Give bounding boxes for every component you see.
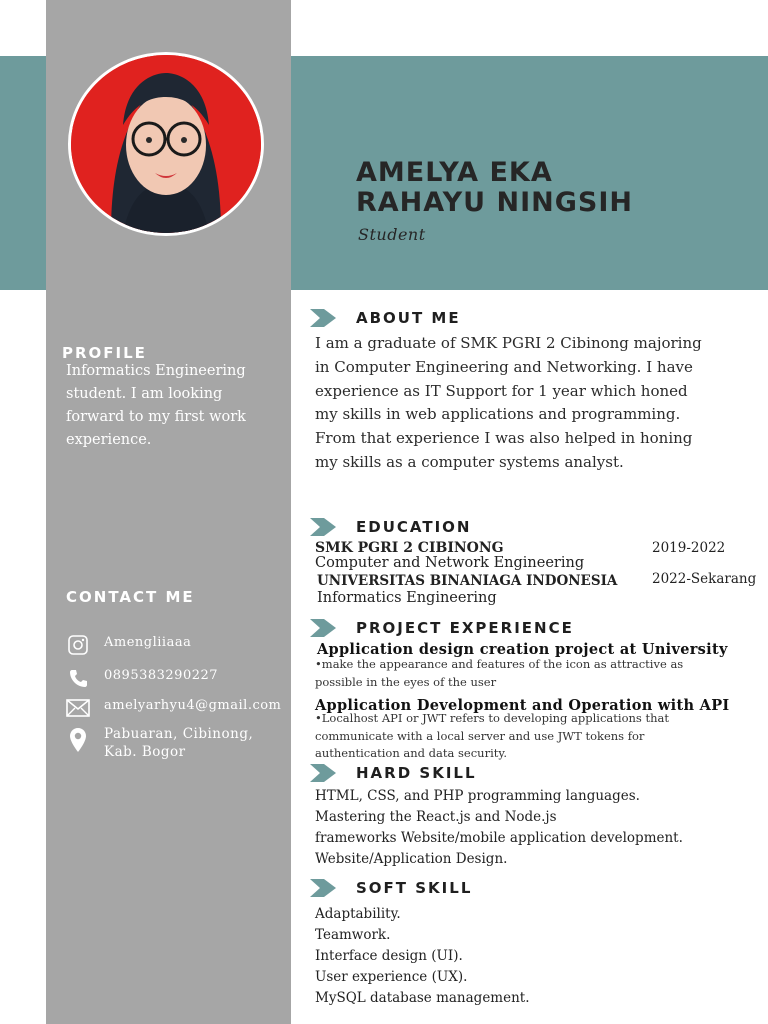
contact-address[interactable]: [62, 725, 282, 761]
list-item: Mastering the React.js and Node.js: [315, 809, 557, 825]
list-item: Website/Application Design.: [315, 851, 508, 867]
chevron-right-icon: [310, 518, 336, 536]
education-years-2: 2022-Sekarang: [652, 571, 757, 587]
list-item: frameworks Website/mobile application development.: [315, 830, 683, 846]
project-title-1: Application design creation project at University: [317, 641, 728, 658]
contact-heading: CONTACT ME: [66, 588, 195, 606]
chevron-right-icon: [310, 309, 336, 327]
soft-skill-list: [315, 904, 530, 1009]
education-major-2: Informatics Engineering: [317, 590, 497, 606]
list-item: HTML, CSS, and PHP programming languages.: [315, 788, 640, 804]
education-school-1: SMK PGRI 2 CIBINONG: [315, 540, 504, 556]
mail-icon: [62, 697, 94, 719]
contact-phone[interactable]: [62, 667, 282, 689]
about-heading: [310, 309, 461, 327]
location-pin-icon: [62, 725, 94, 755]
education-years-1: 2019-2022: [652, 540, 726, 556]
name-line-1: AMELYA EKA: [356, 157, 553, 188]
contact-phone-text: 0895383290227: [104, 668, 219, 683]
candidate-name: [356, 158, 633, 218]
education-major-1: Computer and Network Engineering: [315, 555, 585, 571]
projects-heading: [310, 619, 574, 637]
about-heading-text: ABOUT ME: [356, 309, 461, 327]
project-desc-1: •make the appearance and features of the icon as attractive as possible in the eyes of the user: [315, 657, 684, 689]
education-heading: [310, 518, 471, 536]
soft-skill-heading: [310, 879, 472, 897]
name-line-2: RAHAYU NINGSIH: [356, 187, 633, 218]
contact-instagram-text: Amengliiaaa: [104, 635, 192, 650]
contact-email-text: amelyarhyu4@gmail.com: [104, 698, 282, 713]
chevron-right-icon: [310, 619, 336, 637]
list-item: Adaptability.: [315, 906, 401, 922]
profile-heading: PROFILE: [62, 344, 147, 362]
profile-photo: [68, 52, 264, 236]
contact-instagram[interactable]: [62, 634, 282, 656]
projects-heading-text: PROJECT EXPERIENCE: [356, 619, 574, 637]
hard-skill-list: [315, 786, 683, 870]
education-school-2: UNIVERSITAS BINANIAGA INDONESIA: [317, 573, 618, 589]
phone-icon: [62, 667, 94, 689]
project-desc-2: •Localhost API or JWT refers to developing applications that communicate with a local server and use JWT tokens for authentication and data security.: [315, 711, 669, 760]
project-title-2: Application Development and Operation with API: [315, 697, 730, 714]
list-item: MySQL database management.: [315, 990, 530, 1006]
about-text: I am a graduate of SMK PGRI 2 Cibinong majoring in Computer Engineering and Networking. I have experience as IT Support for 1 year which honed my skills in web applications and programming. From that experience I was also helped in honing my skills as a computer systems analyst.: [315, 334, 702, 471]
chevron-right-icon: [310, 879, 336, 897]
list-item: Interface design (UI).: [315, 948, 463, 964]
hard-skill-heading-text: HARD SKILL: [356, 764, 477, 782]
contact-address-text: Pabuaran, Cibinong, Kab. Bogor: [104, 726, 254, 760]
contact-email[interactable]: [62, 697, 282, 719]
hard-skill-heading: [310, 764, 477, 782]
candidate-role: Student: [358, 225, 426, 244]
list-item: Teamwork.: [315, 927, 391, 943]
instagram-icon: [62, 634, 94, 656]
portrait-illustration: [71, 55, 261, 233]
education-heading-text: EDUCATION: [356, 518, 472, 536]
soft-skill-heading-text: SOFT SKILL: [356, 879, 473, 897]
chevron-right-icon: [310, 764, 336, 782]
profile-text: Informatics Engineering student. I am looking forward to my first work experience.: [66, 363, 246, 448]
list-item: User experience (UX).: [315, 969, 468, 985]
